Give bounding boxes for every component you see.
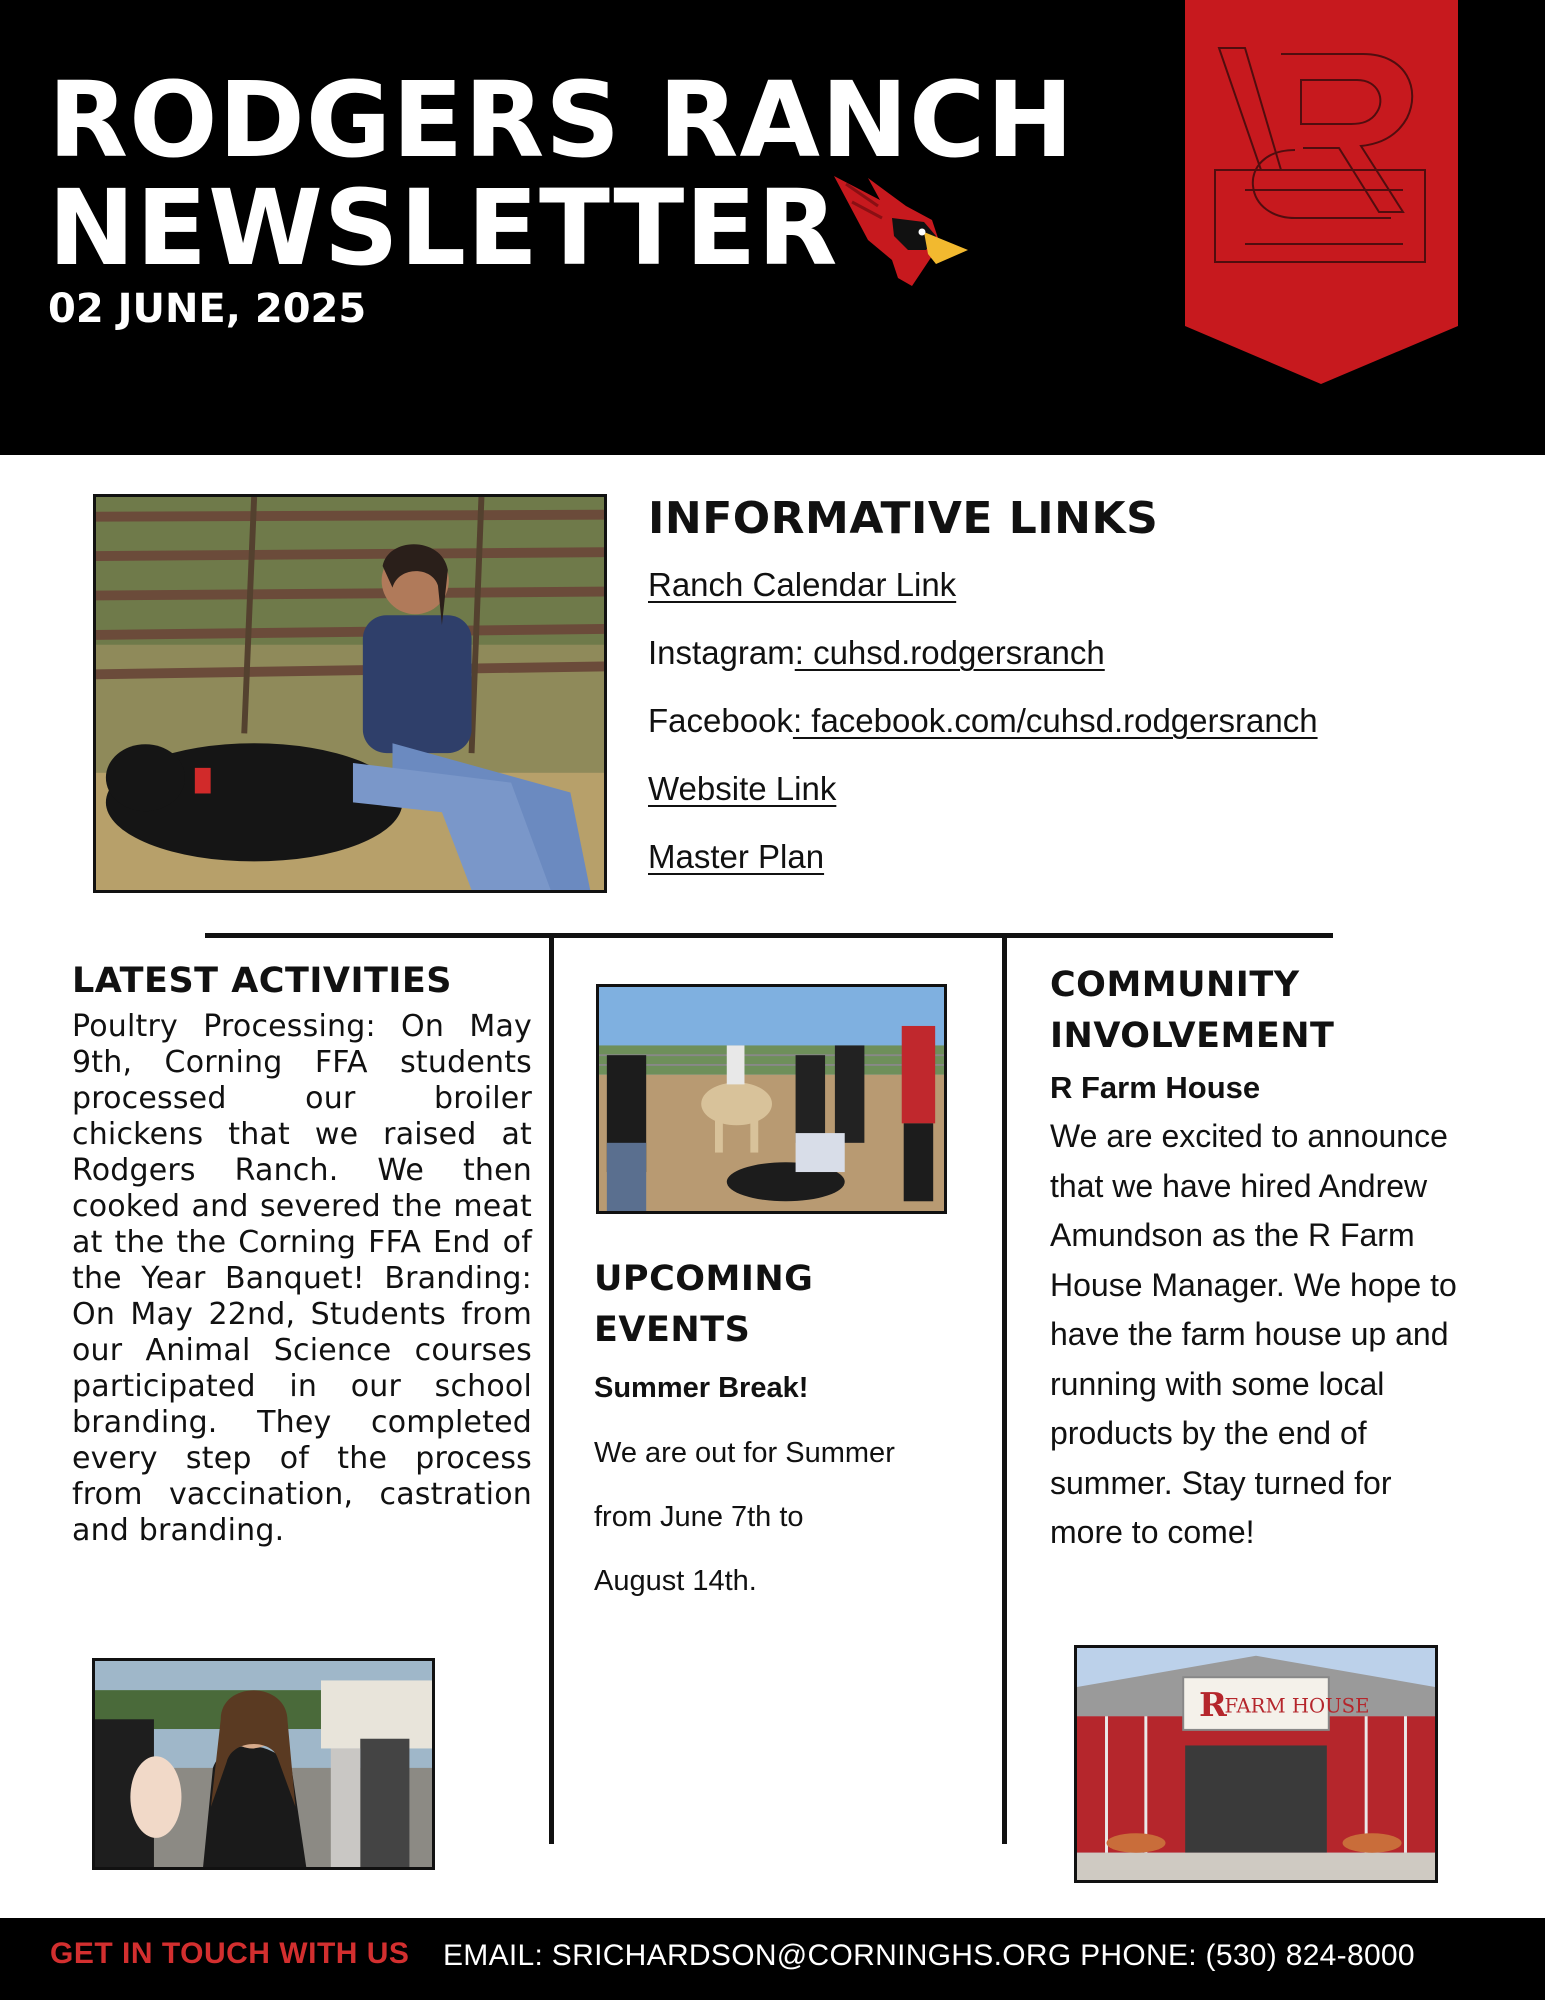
summer-break-subtitle: Summer Break! <box>594 1372 809 1404</box>
instagram-label: Instagram <box>648 634 795 671</box>
get-in-touch-label: GET IN TOUCH WITH US <box>50 1937 410 1970</box>
contact-info: EMAIL: SRICHARDSON@CORNINGHS.ORG PHONE: (530) 824-8000 <box>443 1939 1415 1972</box>
r-farm-house-subtitle: R Farm House <box>1050 1070 1261 1105</box>
instagram-link[interactable]: : cuhsd.rodgersranch <box>794 634 1105 671</box>
events-text-line-2: from June 7th to <box>594 1501 804 1533</box>
column-divider-right <box>1002 936 1007 1844</box>
upcoming-events-title <box>594 1254 813 1356</box>
title-line-2: NEWSLETTER <box>48 167 839 289</box>
newsletter-date: 02 JUNE, 2025 <box>48 286 367 332</box>
facebook-label: Facebook <box>648 702 793 739</box>
community-involvement-title <box>1050 960 1334 1062</box>
community-title-line1: COMMUNITY <box>1050 965 1300 1005</box>
farm-house-sign-r: R <box>1198 1685 1227 1725</box>
column-divider-left <box>549 936 554 1844</box>
community-title-line2: INVOLVEMENT <box>1050 1016 1335 1056</box>
facebook-link[interactable]: : facebook.com/cuhsd.rodgersranch <box>792 702 1318 739</box>
master-plan-link[interactable]: Master Plan <box>648 838 825 875</box>
website-link[interactable]: Website Link <box>648 770 837 807</box>
photo-branding-activity <box>596 984 947 1214</box>
photo-student-with-calf <box>93 494 607 893</box>
section-divider <box>205 933 1333 938</box>
ranch-calendar-link[interactable]: Ranch Calendar Link <box>648 566 957 603</box>
events-text-line-1: We are out for Summer <box>594 1437 895 1469</box>
instagram-link-row <box>648 634 1105 672</box>
upcoming-events-title-line2: EVENTS <box>594 1310 751 1350</box>
events-text-line-3: August 14th. <box>594 1565 757 1597</box>
upcoming-events-title-line1: UPCOMING <box>594 1259 814 1299</box>
informative-links-title: INFORMATIVE LINKS <box>648 493 1159 544</box>
rr-brand-logo-icon <box>1185 0 1458 384</box>
community-involvement-body: We are excited to announce that we have hired Andrew Amundson as the R Farm House Manager. We hope to have the farm house up and running with some local products by the end of summer. Stay turned for more to come! <box>1050 1118 1457 1550</box>
facebook-link-row <box>648 702 1318 740</box>
photo-r-farm-house <box>1074 1645 1438 1883</box>
title-line-1: RODGERS RANCH <box>48 59 1075 181</box>
cardinal-head-icon <box>828 170 968 298</box>
farm-house-sign-text: FARM HOUSE <box>1224 1694 1370 1718</box>
latest-activities-body: Poultry Processing: On May 9th, Corning FFA students processed our broiler chickens that we raised at Rodgers Ranch. We then cooked and severed the meat at the the Corning FFA End of the Year Banquet! Branding: On May 22nd, Students from our Animal Science courses participated in our school branding. They completed every step of the process from vaccination, castration and branding. <box>72 1009 532 1548</box>
latest-activities-title: LATEST ACTIVITIES <box>72 961 453 1001</box>
photo-student-with-chicken <box>92 1658 435 1870</box>
